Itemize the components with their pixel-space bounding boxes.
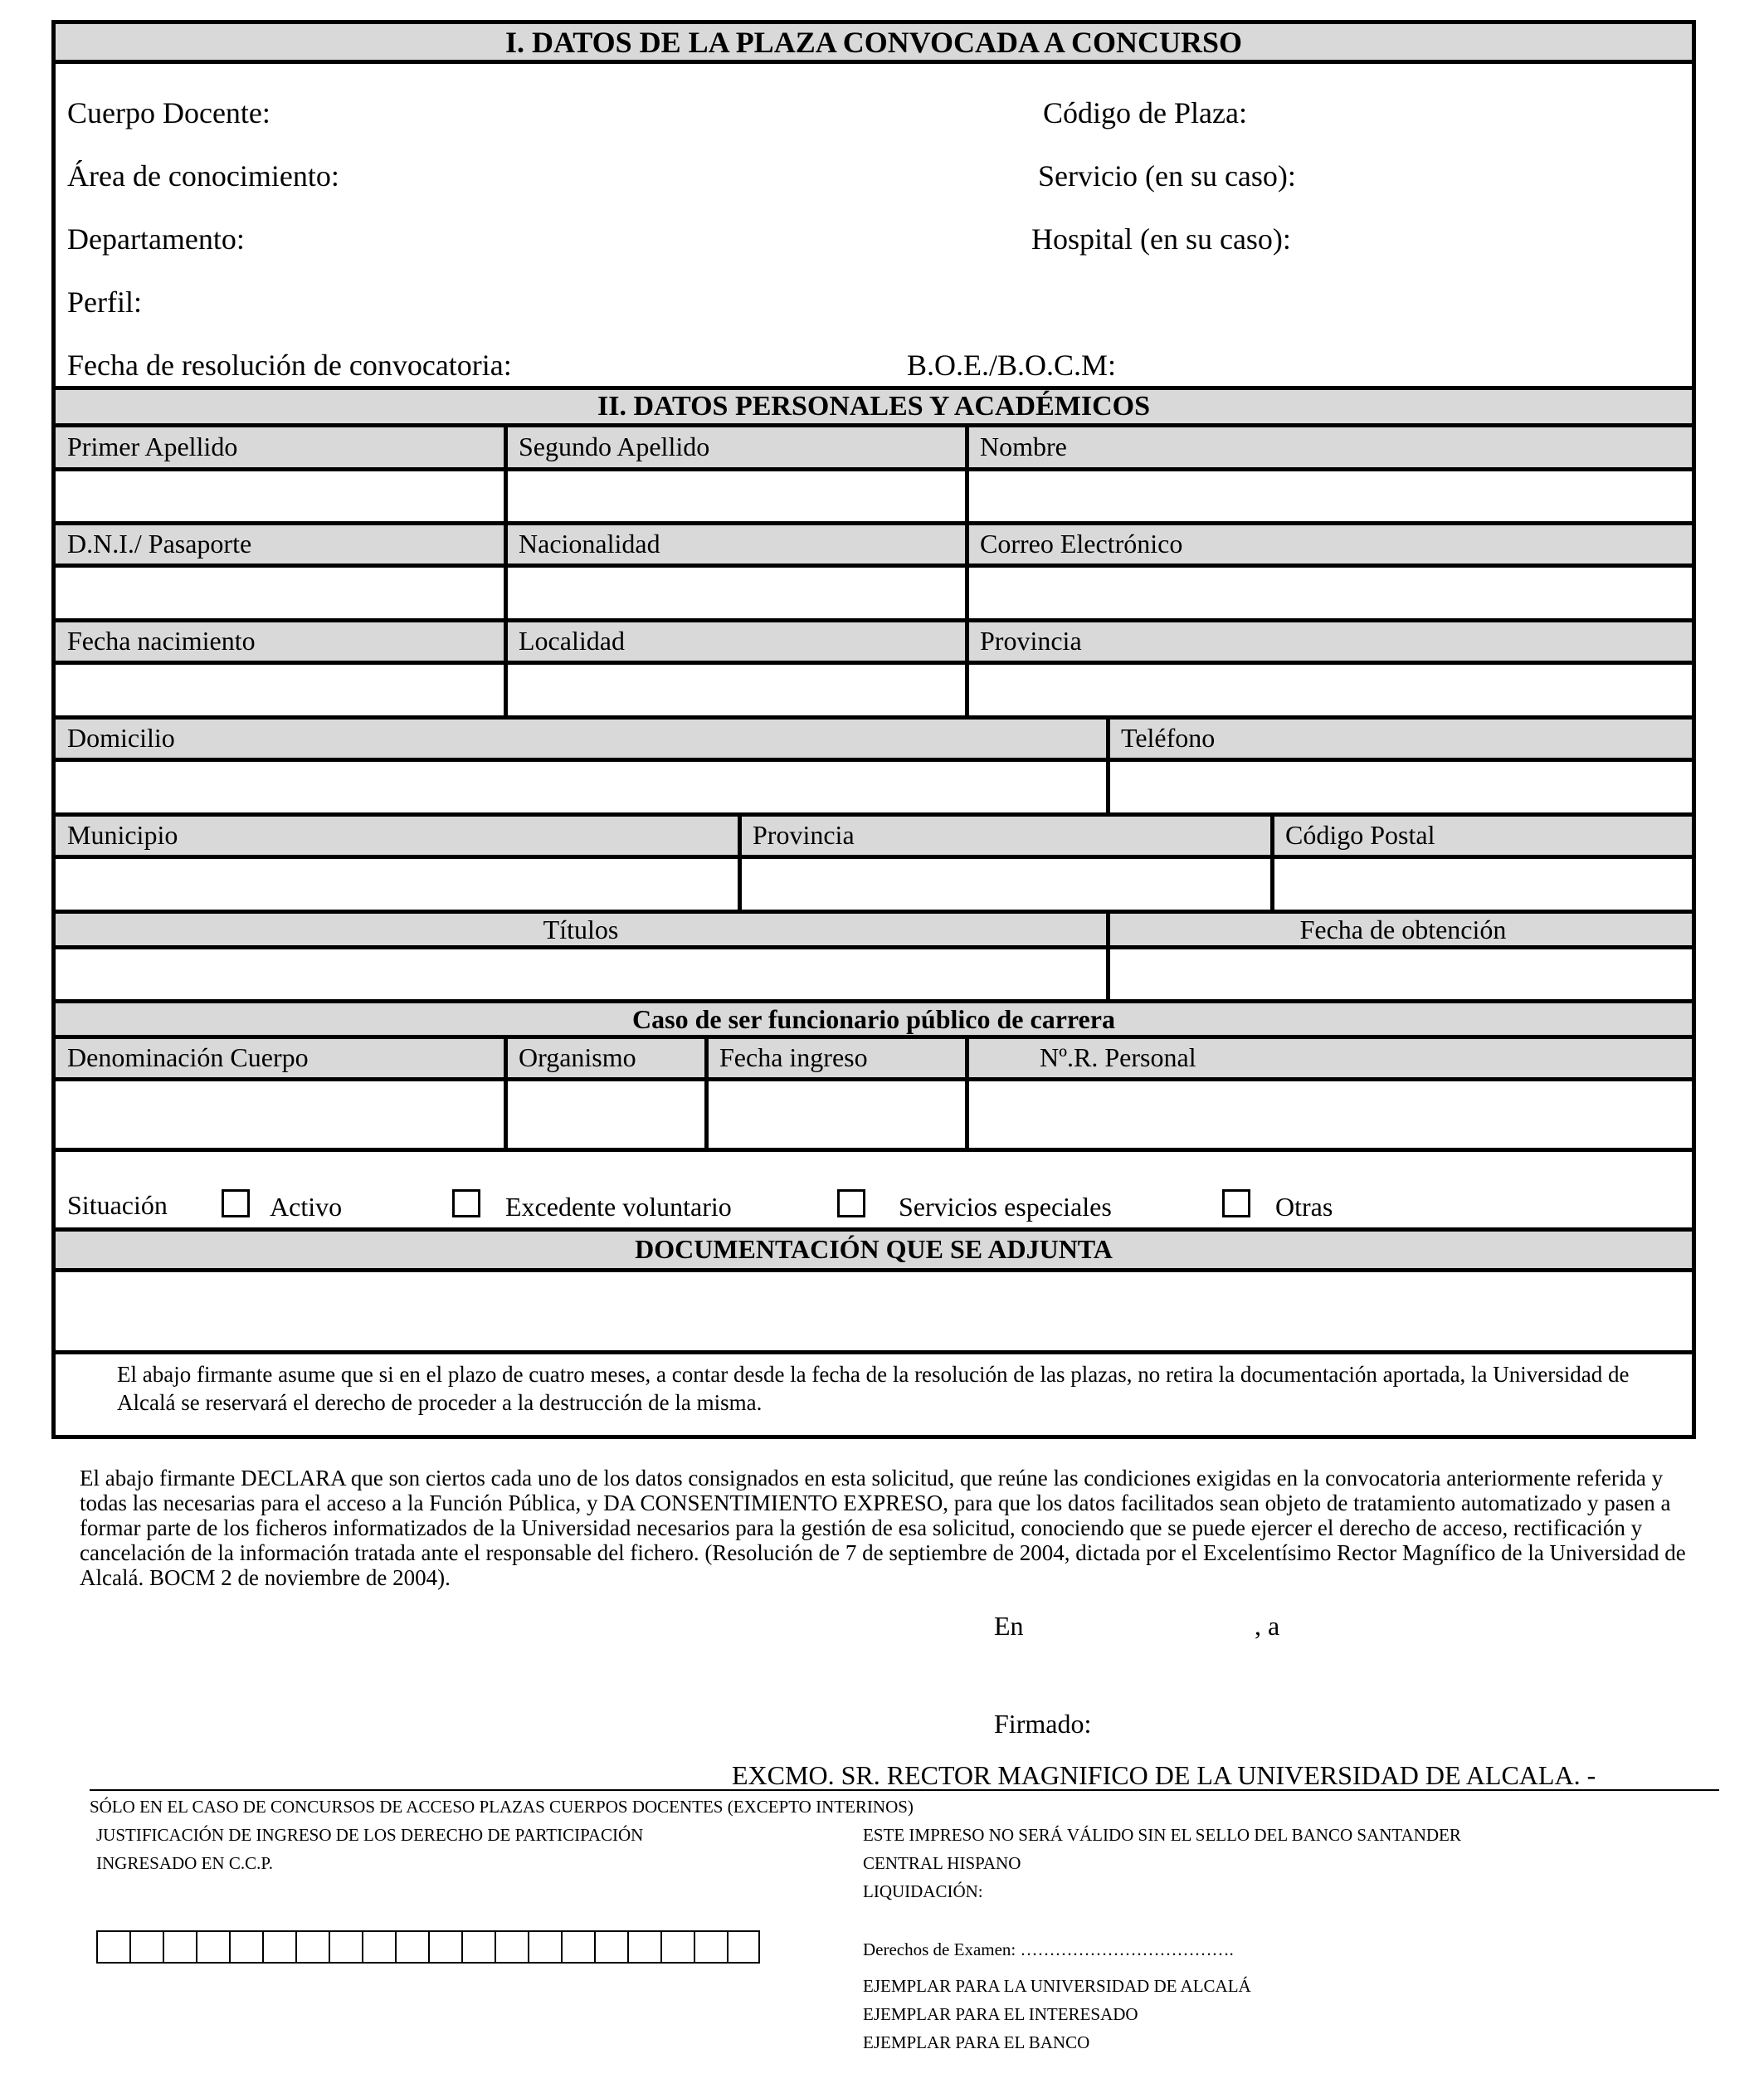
fecha-nacimiento-label: Fecha nacimiento — [67, 626, 256, 656]
ejemplar3-text: EJEMPLAR PARA EL BANCO — [863, 2032, 1090, 2052]
nacionalidad-label: Nacionalidad — [519, 529, 660, 559]
organismo-label: Organismo — [519, 1042, 636, 1072]
ccp-digit-boxes[interactable] — [96, 1930, 760, 1964]
codigo-plaza-label: Código de Plaza: — [1043, 96, 1247, 129]
impreso2-text: CENTRAL HISPANO — [863, 1853, 1021, 1873]
segundo-apellido-label: Segundo Apellido — [519, 432, 710, 461]
provincia2-label: Provincia — [753, 820, 855, 850]
funcionario-title: Caso de ser funcionario público de carrera — [632, 1004, 1115, 1034]
section1-title: I. DATOS DE LA PLAZA CONVOCADA A CONCURSO — [56, 24, 1692, 64]
situacion-label: Situación — [67, 1190, 168, 1220]
activo-label: Activo — [270, 1192, 343, 1222]
departamento-label: Departamento: — [67, 222, 245, 256]
en-label: En — [994, 1611, 1024, 1641]
cuerpo-docente-label: Cuerpo Docente: — [67, 96, 270, 129]
fecha-obtencion-label: Fecha de obtención — [1299, 915, 1507, 944]
documentacion-note: El abajo firmante asume que si en el plazo de cuatro meses, a contar desde la fecha de la resolución de las plazas, no retira la documentación aportada, la Universidad de Alcalá se reservará el derecho de proceder a la destrucción de la misma. — [117, 1362, 1630, 1415]
derechos-text: Derechos de Examen: ………………………………. — [863, 1939, 1234, 1959]
justificacion2-text: INGRESADO EN C.C.P. — [96, 1853, 273, 1873]
codigo-postal-label: Código Postal — [1285, 820, 1435, 850]
segundo-apellido-field[interactable] — [511, 471, 959, 518]
liquidacion-text: LIQUIDACIÓN: — [863, 1881, 983, 1901]
application-form — [51, 20, 1696, 1439]
fecha-resolucion-label: Fecha de resolución de convocatoria: — [67, 349, 512, 382]
provincia-label: Provincia — [980, 626, 1082, 656]
boe-label: B.O.E./B.O.C.M: — [907, 349, 1117, 382]
localidad-label: Localidad — [519, 626, 625, 656]
firmado-label: Firmado: — [994, 1709, 1092, 1739]
hospital-label: Hospital (en su caso): — [1031, 222, 1291, 256]
excedente-label: Excedente voluntario — [505, 1192, 732, 1222]
section2-title: II. DATOS PERSONALES Y ACADÉMICOS — [597, 391, 1150, 422]
impreso1-text: ESTE IMPRESO NO SERÁ VÁLIDO SIN EL SELLO DEL BANCO SANTANDER — [863, 1825, 1461, 1845]
otras-checkbox[interactable] — [1222, 1189, 1250, 1217]
nrp-label: Nº.R. Personal — [1040, 1042, 1196, 1072]
a-label: , a — [1255, 1611, 1280, 1641]
documentacion-title: DOCUMENTACIÓN QUE SE ADJUNTA — [635, 1234, 1113, 1264]
denominacion-label: Denominación Cuerpo — [67, 1042, 309, 1072]
activo-checkbox[interactable] — [222, 1189, 250, 1217]
servicio-label: Servicio (en su caso): — [1038, 159, 1296, 193]
documentacion-field[interactable] — [59, 1272, 1690, 1347]
excedente-checkbox[interactable] — [452, 1189, 480, 1217]
rector-label: EXCMO. SR. RECTOR MAGNIFICO DE LA UNIVERSIDAD DE ALCALA. - — [732, 1760, 1596, 1790]
nombre-field[interactable] — [972, 471, 1691, 518]
servicios-label: Servicios especiales — [899, 1192, 1112, 1222]
footer-divider — [90, 1789, 1719, 1791]
otras-label: Otras — [1275, 1192, 1333, 1222]
perfil-label: Perfil: — [67, 285, 142, 319]
titulos-label: Títulos — [543, 915, 619, 944]
nombre-label: Nombre — [980, 432, 1067, 461]
area-label: Área de conocimiento: — [67, 159, 339, 193]
correo-label: Correo Electrónico — [980, 529, 1183, 559]
domicilio-label: Domicilio — [67, 723, 175, 753]
dni-label: D.N.I./ Pasaporte — [67, 529, 252, 559]
justificacion1-text: JUSTIFICACIÓN DE INGRESO DE LOS DERECHO DE PARTICIPACIÓN — [96, 1825, 644, 1845]
fecha-ingreso-label: Fecha ingreso — [719, 1042, 868, 1072]
telefono-label: Teléfono — [1121, 723, 1216, 753]
servicios-checkbox[interactable] — [837, 1189, 865, 1217]
ejemplar2-text: EJEMPLAR PARA EL INTERESADO — [863, 2004, 1138, 2024]
declaracion-text: El abajo firmante DECLARA que son ciertos cada uno de los datos consignados en esta solicitud, que reúne las condiciones exigidas en la convocatoria anteriormente referida y todas las necesarias para el acceso a la Función Pública, y DA CONSENTIMIENTO EXPRESO, para que los datos facilitados sean objeto de tratamiento automatizado y pasen a formar parte de los ficheros informatizados de la Universidad necesarios para la gestión de esa solicitud, conociendo que se puede ejercer el derecho de acceso, rectificación y cancelación de la información tratada ante el responsable del fichero. (Resolución de 7 de septiembre de 2004, dictada por el Excelentísimo Rector Magnífico de la Universidad de Alcalá. BOCM 2 de noviembre de 2004). — [80, 1466, 1686, 1590]
solo-text: SÓLO EN EL CASO DE CONCURSOS DE ACCESO PLAZAS CUERPOS DOCENTES (EXCEPTO INTERINOS) — [90, 1797, 914, 1817]
municipio-label: Municipio — [67, 820, 178, 850]
primer-apellido-field[interactable] — [59, 471, 499, 518]
primer-apellido-label: Primer Apellido — [67, 432, 238, 461]
ejemplar1-text: EJEMPLAR PARA LA UNIVERSIDAD DE ALCALÁ — [863, 1976, 1251, 1996]
